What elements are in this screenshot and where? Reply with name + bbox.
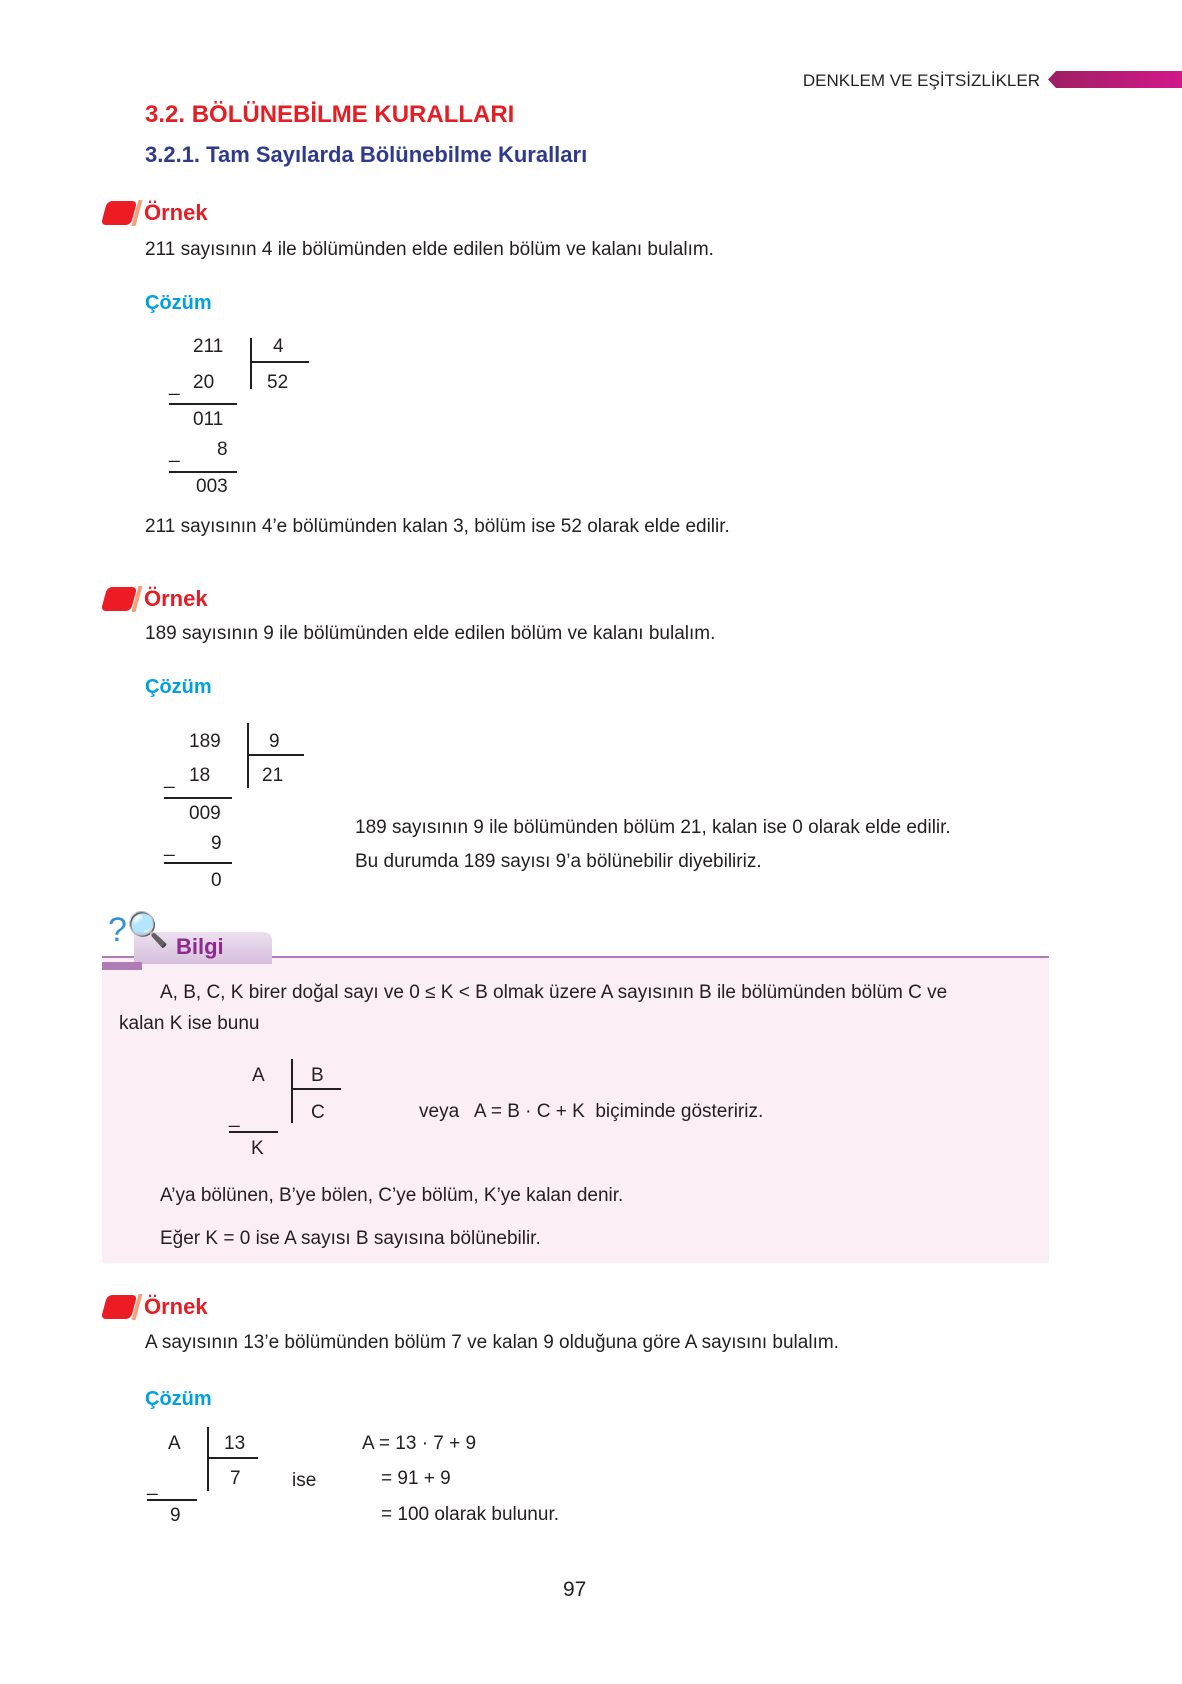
- info-formula: veya A = B · C + K biçiminde gösteririz.: [419, 1101, 764, 1122]
- step: 20: [193, 372, 215, 393]
- quotient: 52: [267, 372, 289, 393]
- minus-sign: _: [164, 768, 175, 789]
- dividend: A: [252, 1065, 265, 1086]
- dividend: 211: [193, 336, 224, 357]
- equation-step: = 91 + 9: [381, 1468, 451, 1489]
- remainder: 9: [170, 1505, 181, 1526]
- divisor: 13: [224, 1433, 246, 1454]
- step: 18: [189, 765, 211, 786]
- minus-sign: _: [147, 1475, 158, 1496]
- step: 8: [217, 439, 228, 460]
- remainder: 003: [196, 476, 228, 497]
- remainder: K: [251, 1138, 264, 1159]
- quotient: C: [311, 1102, 325, 1123]
- ise-text: ise: [292, 1470, 317, 1491]
- example-question: 211 sayısının 4 ile bölümünden elde edilen bölüm ve kalanı bulalım.: [145, 239, 714, 260]
- step: 9: [211, 833, 222, 854]
- example-label: Örnek: [144, 200, 208, 225]
- page-number: 97: [563, 1578, 587, 1601]
- example-question: A sayısının 13’e bölümünden bölüm 7 ve kalan 9 olduğuna göre A sayısını bulalım.: [145, 1332, 839, 1353]
- divisor: 4: [273, 336, 284, 357]
- example-label: Örnek: [144, 1294, 208, 1319]
- solution-label: Çözüm: [145, 1388, 212, 1410]
- equation-step: A = 13 · 7 + 9: [362, 1433, 477, 1454]
- minus-sign: _: [169, 375, 180, 396]
- solution-label: Çözüm: [145, 292, 212, 314]
- section-title: 3.2. BÖLÜNEBİLME KURALLARI: [145, 101, 515, 128]
- magnifier-book-icon: ?🔍: [108, 911, 170, 949]
- minus-sign: _: [164, 836, 175, 857]
- solution-label: Çözüm: [145, 676, 212, 698]
- equation-step: = 100 olarak bulunur.: [381, 1504, 559, 1525]
- example-conclusion: 211 sayısının 4’e bölümünden kalan 3, bölüm ise 52 olarak elde edilir.: [145, 516, 730, 537]
- remainder: 0: [211, 870, 222, 891]
- example-conclusion: 189 sayısının 9 ile bölümünden bölüm 21, kalan ise 0 olarak elde edilir.: [355, 817, 951, 838]
- example-conclusion: Bu durumda 189 sayısı 9’a bölünebilir diyebiliriz.: [355, 851, 762, 872]
- minus-sign: _: [229, 1107, 240, 1128]
- info-text: kalan K ise bunu: [119, 1013, 260, 1034]
- chapter-header: DENKLEM VE EŞİTSİZLİKLER: [802, 71, 1040, 90]
- info-text: A, B, C, K birer doğal sayı ve 0 ≤ K < B olmak üzere A sayısının B ile bölümünden bölüm C ve: [160, 982, 948, 1003]
- remainder: 009: [189, 803, 221, 824]
- dividend: A: [168, 1433, 181, 1454]
- quotient: 21: [262, 765, 284, 786]
- example-label: Örnek: [144, 586, 208, 611]
- subsection-title: 3.2.1. Tam Sayılarda Bölünebilme Kuralları: [145, 142, 588, 167]
- dividend: 189: [189, 731, 221, 752]
- example-question: 189 sayısının 9 ile bölümünden elde edilen bölüm ve kalanı bulalım.: [145, 623, 716, 644]
- quotient: 7: [230, 1468, 241, 1489]
- remainder: 011: [193, 409, 224, 430]
- info-label: Bilgi: [176, 934, 224, 959]
- chapter-tab-bar: [1048, 71, 1182, 88]
- minus-sign: _: [169, 442, 180, 463]
- info-text: A’ya bölünen, B’ye bölen, C’ye bölüm, K’ye kalan denir.: [160, 1185, 624, 1206]
- info-text: Eğer K = 0 ise A sayısı B sayısına bölünebilir.: [160, 1228, 541, 1249]
- divisor: 9: [269, 731, 280, 752]
- divisor: B: [311, 1065, 324, 1086]
